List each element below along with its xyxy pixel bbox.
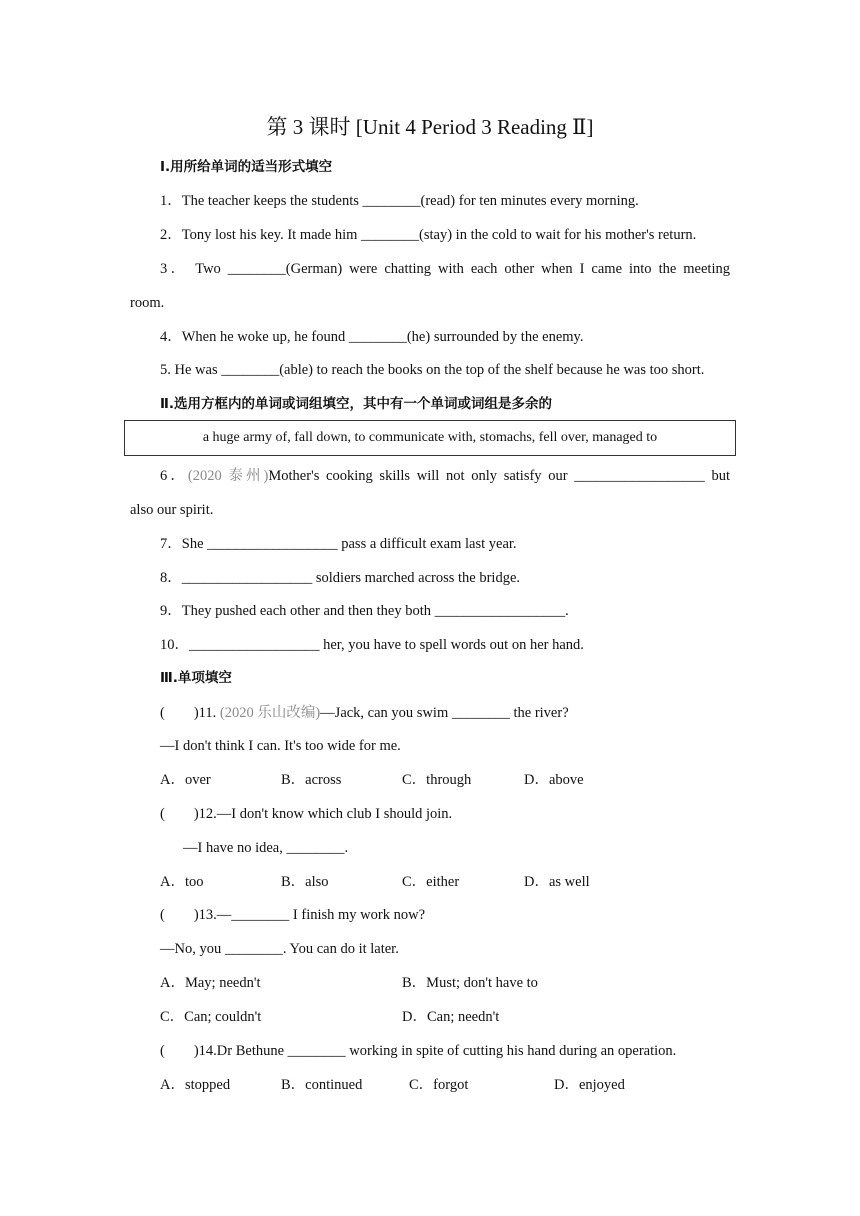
question-13-option-d: D．Can; needn't — [402, 1009, 500, 1025]
question-5: 5. He was ________(able) to reach the books on the top of the shelf because he was too short. — [160, 362, 705, 378]
question-3: 3． Two ________(German) were chatting with each other when I came into the meeting — [160, 261, 730, 277]
question-11-text: —Jack, can you swim ________ the river? — [320, 705, 569, 721]
question-12-option-c: C．either — [402, 874, 460, 890]
question-9: 9．They pushed each other and then they both __________________. — [160, 603, 569, 619]
question-3-continued: room. — [130, 295, 165, 311]
question-12-option-a: A．too — [160, 874, 204, 890]
question-11 — [160, 704, 569, 722]
question-8: 8．__________________ soldiers marched across the bridge. — [160, 570, 521, 586]
question-13-option-c: C．Can; couldn't — [160, 1009, 262, 1025]
question-6-text: Mother's cooking skills will not only satisfy our __________________ but — [268, 468, 730, 484]
question-6-source: (2020 泰州) — [187, 468, 269, 484]
question-6-continued: also our spirit. — [130, 502, 214, 518]
question-13: ( )13.—________ I finish my work now? — [160, 907, 426, 923]
question-14-option-d: D．enjoyed — [554, 1077, 625, 1093]
question-12-option-b: B．also — [281, 874, 329, 890]
word-bank-text: a huge army of, fall down, to communicate with, stomachs, fell over, managed to — [202, 430, 658, 445]
question-14-option-a: A．stopped — [160, 1077, 231, 1093]
question-13-option-a: A．May; needn't — [160, 975, 261, 991]
section-3-heading: Ⅲ.单项填空 — [160, 670, 232, 686]
section-2-heading: Ⅱ.选用方框内的单词或词组填空，其中有一个单词或词组是多余的 — [160, 396, 553, 412]
question-13-option-b: B．Must; don't have to — [402, 975, 538, 991]
question-7: 7．She __________________ pass a difficult exam last year. — [160, 536, 517, 552]
question-2: 2．Tony lost his key. It made him ________(stay) in the cold to wait for his mother's return. — [160, 227, 697, 243]
question-11-option-c: C．through — [402, 772, 472, 788]
question-12-option-d: D．as well — [524, 874, 590, 890]
question-1: 1．The teacher keeps the students ________(read) for ten minutes every morning. — [160, 193, 639, 209]
page-title: 第 3 课时 [Unit 4 Period 3 Reading Ⅱ] — [266, 115, 594, 139]
question-12: ( )12.—I don't know which club I should join. — [160, 806, 453, 822]
question-11-option-a: A．over — [160, 772, 211, 788]
question-6-number: 6． — [160, 468, 188, 484]
question-12-reply: —I have no idea, ________. — [183, 840, 349, 856]
question-10: 10．__________________ her, you have to spell words out on her hand. — [160, 637, 584, 653]
question-13-reply: —No, you ________. You can do it later. — [160, 941, 399, 957]
question-11-option-b: B．across — [281, 772, 342, 788]
question-6 — [160, 467, 730, 485]
section-1-heading: Ⅰ.用所给单词的适当形式填空 — [160, 159, 333, 175]
question-11-source: (2020 乐山改编) — [219, 705, 321, 721]
word-bank-box — [124, 420, 736, 456]
question-4: 4．When he woke up, he found ________(he) surrounded by the enemy. — [160, 329, 584, 345]
question-11-prefix: ( )11. — [160, 705, 220, 721]
question-14: ( )14.Dr Bethune ________ working in spite of cutting his hand during an operation. — [160, 1043, 677, 1059]
question-11-reply: —I don't think I can. It's too wide for me. — [160, 738, 401, 754]
question-14-option-c: C．forgot — [409, 1077, 469, 1093]
question-14-option-b: B．continued — [281, 1077, 363, 1093]
question-11-option-d: D．above — [524, 772, 584, 788]
